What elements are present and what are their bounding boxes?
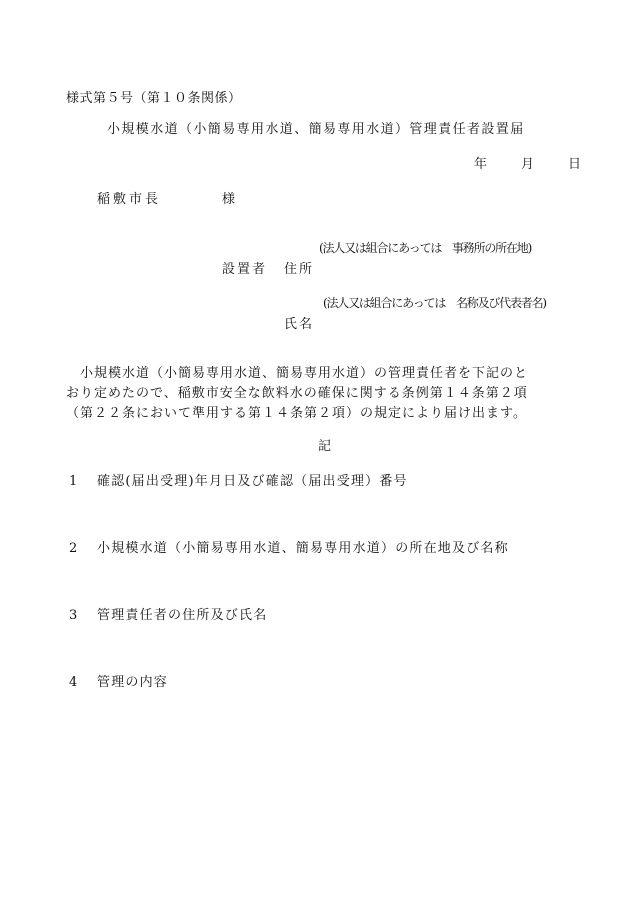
item-number: 1 bbox=[69, 474, 78, 489]
addressee-name: 稲敷市長 bbox=[97, 192, 162, 207]
body-line: おり定めたので、稲敷市安全な飲料水の確保に関する条例第１４条第２項 bbox=[66, 386, 528, 401]
item-number: 3 bbox=[69, 608, 78, 623]
item-text: 確認(届出受理)年月日及び確認（届出受理）番号 bbox=[97, 474, 408, 489]
item-number: 4 bbox=[69, 675, 78, 690]
date-year-label: 年 bbox=[474, 157, 488, 172]
ki-heading: 記 bbox=[318, 439, 332, 454]
form-number: 様式第５号（第１０条関係） bbox=[66, 91, 242, 106]
installer-label: 設置者 bbox=[222, 262, 268, 277]
date-day-label: 日 bbox=[568, 157, 582, 172]
document-title: 小規模水道（小簡易専用水道、簡易専用水道）管理責任者設置届 bbox=[107, 122, 525, 137]
address-label: 住所 bbox=[284, 262, 315, 277]
item-text: 小規模水道（小簡易専用水道、簡易専用水道）の所在地及び名称 bbox=[97, 541, 509, 556]
name-note: (法人又は組合にあっては 名称及び代表者名) bbox=[323, 296, 546, 310]
item-text: 管理の内容 bbox=[97, 675, 169, 690]
item-number: 2 bbox=[69, 541, 78, 556]
address-note: (法人又は組合にあっては 事務所の所在地) bbox=[319, 241, 532, 255]
item-text: 管理責任者の住所及び氏名 bbox=[97, 608, 268, 623]
date-month-label: 月 bbox=[521, 157, 535, 172]
addressee-honorific: 様 bbox=[222, 192, 236, 207]
body-line: （第２２条において準用する第１４条第２項）の規定により届け出ます。 bbox=[66, 406, 527, 421]
body-line: 小規模水道（小簡易専用水道、簡易専用水道）の管理責任者を下記のと bbox=[66, 366, 529, 381]
name-label: 氏名 bbox=[284, 317, 315, 332]
body-paragraph bbox=[66, 364, 581, 424]
